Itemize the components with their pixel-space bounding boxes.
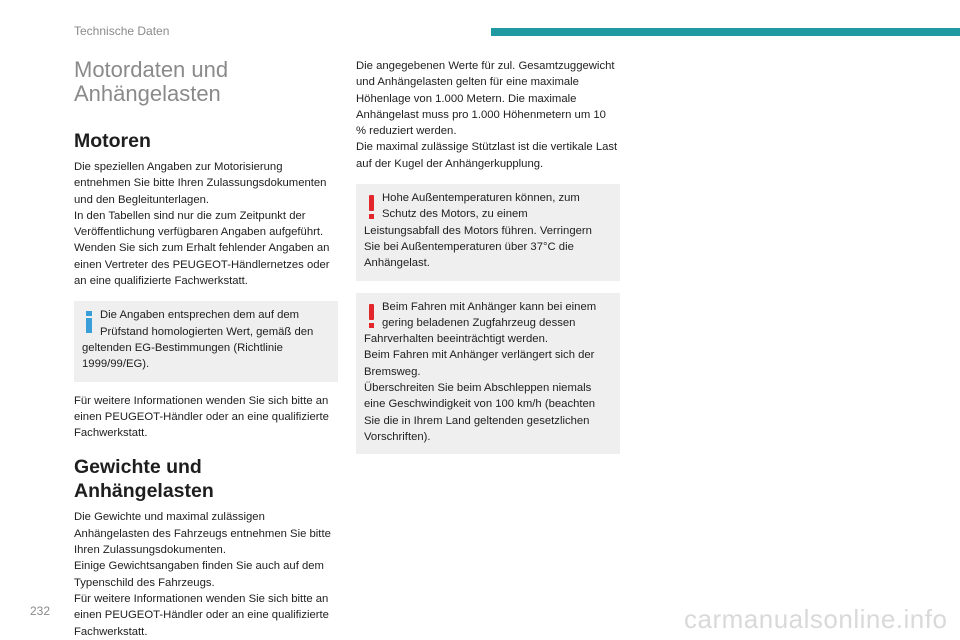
header-accent-bar [491, 28, 960, 36]
gewichte-text: Die Gewichte und maximal zulässigen Anhängelasten des Fahrzeugs entnehmen Sie bitte Ihren Zulassungsdokumenten. Einige Gewichtsangaben finden Sie auch auf dem Typenschild des Fahrzeugs. Für weitere Informationen wenden Sie sich bitte an einen PEUGEOT-Händler oder an eine qualifizierte Fachwerkstatt. [74, 511, 331, 638]
info-icon [86, 311, 92, 333]
motoren-after-note: Für weitere Informationen wenden Sie sich bitte an einen PEUGEOT-Händler oder an eine qualifizierte Fachwerkstatt. [74, 394, 329, 440]
page-title-line1: Motordaten und [74, 57, 229, 82]
motoren-text: Die speziellen Angaben zur Motorisierung entnehmen Sie bitte Ihren Zulassungsdokumenten und den Begleitunterlagen. In den Tabellen sind nur die zum Zeitpunkt der Veröffentlichung verfügbaren Angaben aufgeführt. Wenden Sie sich zum Erhalt fehlender Angaben an einen Vertreter des PEUGEOT-Händlernetzes oder an eine qualifizierte Fachwerkstatt. [74, 161, 330, 288]
right-column [356, 58, 620, 454]
right-column-text: Die angegebenen Werte für zul. Gesamtzuggewicht und Anhängelasten gelten für eine maximale Höhenlage von 1.000 Metern. Die maximale Anhängelast muss pro 1.000 Höhenmetern um 10 % reduziert werden. Die maximal zulässige Stützlast ist die vertikale Last auf der Kugel der Anhängerkupplung. [356, 60, 618, 170]
warning1-rest: Leistungsabfall des Motors führen. Verringern Sie bei Außentemperaturen über 37°C die Anhängelast. [364, 224, 592, 270]
warning-icon [368, 304, 375, 328]
warning-note-1 [356, 184, 620, 280]
watermark: carmanualsonline.info [684, 604, 948, 634]
warning2-rest: Fahrverhalten beeinträchtigt werden. Beim Fahren mit Anhänger verlängert sich der Bremsweg. Überschreiten Sie beim Abschleppen niemals eine Geschwindigkeit von 100 km/h (beachten Sie die in Ihrem Land geltenden gesetzlichen Vorschriften). [364, 333, 596, 443]
section-heading-motoren: Motoren [74, 130, 151, 152]
warning1-first: Hohe Außentemperaturen können, zum Schutz des Motors, zu einem [382, 192, 580, 221]
warning-icon [368, 195, 375, 219]
page-title [74, 58, 338, 106]
info-note-rest: geltenden EG-Bestimmungen (Richtlinie 1999/99/EG). [82, 341, 283, 371]
section-heading-gewichte: Gewichte und Anhängelasten [74, 456, 214, 503]
page-title-line2: Anhängelasten [74, 81, 221, 106]
left-column [74, 58, 338, 640]
info-note-first: Die Angaben entsprechen dem auf dem Prüfstand homologierten Wert, gemäß den [100, 309, 314, 338]
page-number: 232 [30, 604, 51, 618]
warning-note-2 [356, 293, 620, 455]
warning2-first: Beim Fahren mit Anhänger kann bei einem gering beladenen Zugfahrzeug dessen [382, 300, 597, 329]
header-section-title: Technische Daten [74, 24, 170, 38]
info-note [74, 301, 338, 381]
